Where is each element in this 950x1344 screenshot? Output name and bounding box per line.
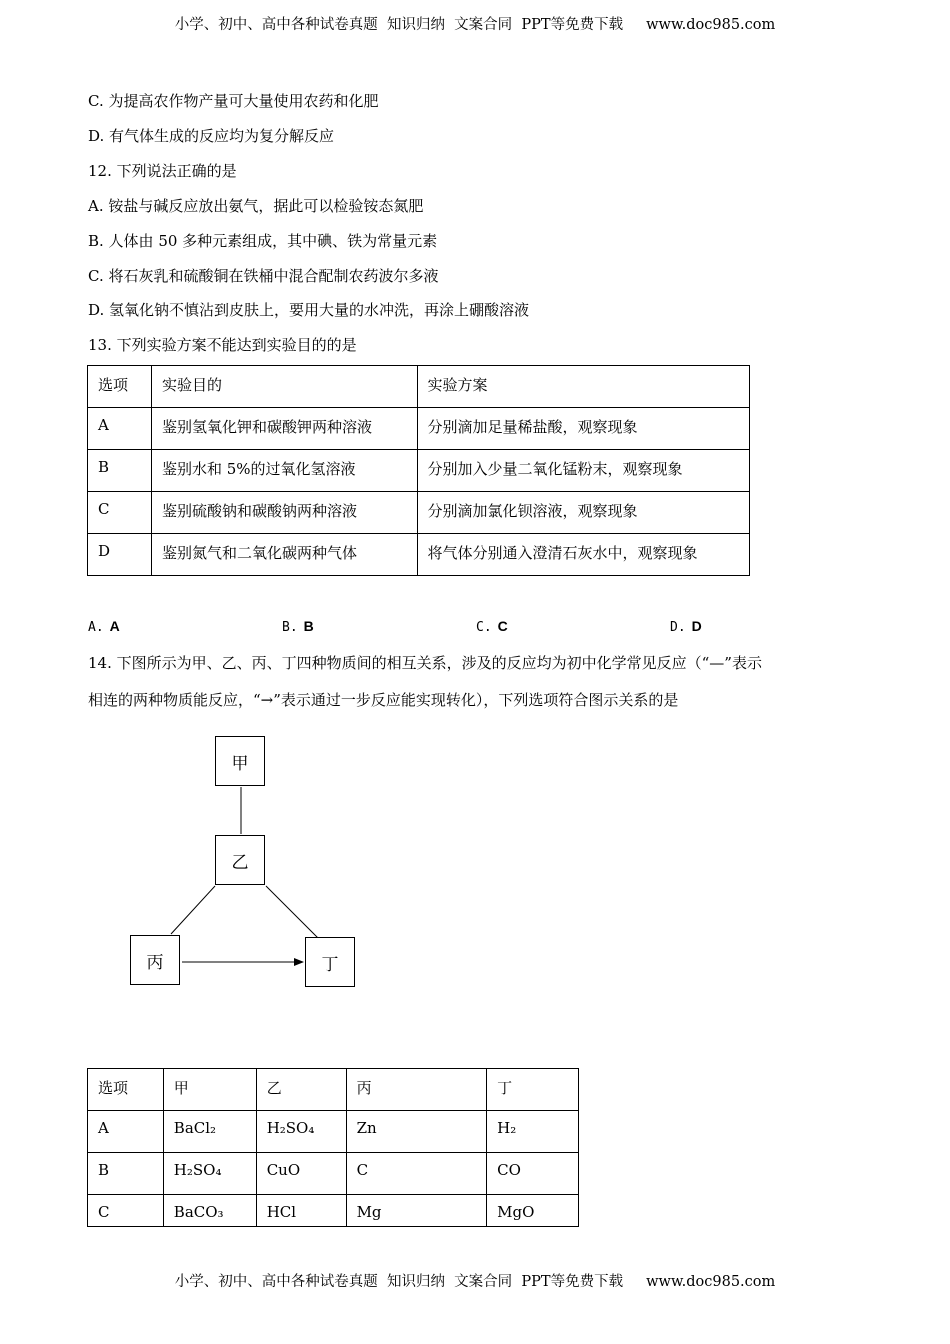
page-footer: 小学、初中、高中各种试卷真题 知识归纳 文案合同 PPT等免费下载 www.doc985.com <box>174 1274 776 1290</box>
table-cell: D <box>88 534 152 576</box>
choice-key: A. <box>88 620 104 635</box>
q11-option-d: D. 有气体生成的反应均为复分解反应 <box>88 127 335 145</box>
line-yi-ding <box>266 886 318 938</box>
q12-option-c: C. 将石灰乳和硫酸铜在铁桶中混合配制农药波尔多液 <box>88 267 439 285</box>
table-cell: B <box>88 450 152 492</box>
header-cell: 丙 <box>346 1069 487 1111</box>
table-cell: H₂ <box>487 1111 579 1153</box>
table-cell: 鉴别氢氧化钾和碳酸钾两种溶液 <box>151 408 417 450</box>
table-header-row <box>88 1069 579 1111</box>
table-cell: 分别滴加足量稀盐酸，观察现象 <box>417 408 749 450</box>
table-cell: 分别加入少量二氧化锰粉末，观察现象 <box>417 450 749 492</box>
choice-key: D. <box>670 620 686 635</box>
node-bing: 丙 <box>130 935 180 985</box>
table-cell: H₂SO₄ <box>163 1153 256 1195</box>
q12-stem: 12. 下列说法正确的是 <box>88 162 237 180</box>
header-cell: 实验方案 <box>417 366 749 408</box>
line-yi-bing <box>171 886 215 934</box>
header-cell: 选项 <box>88 366 152 408</box>
table-cell: B <box>88 1153 164 1195</box>
choice-value: D <box>691 618 702 634</box>
table-row <box>88 1153 579 1195</box>
node-ding: 丁 <box>305 937 355 987</box>
table-cell: C <box>88 492 152 534</box>
table-row <box>88 1111 579 1153</box>
table-cell: CuO <box>256 1153 346 1195</box>
table-cell: 鉴别氮气和二氧化碳两种气体 <box>151 534 417 576</box>
page-header: 小学、初中、高中各种试卷真题 知识归纳 文案合同 PPT等免费下载 www.doc985.com <box>174 17 776 33</box>
choice-value: A <box>109 618 120 634</box>
header-cell: 甲 <box>163 1069 256 1111</box>
q12-option-b: B. 人体由 50 多种元素组成，其中碘、铁为常量元素 <box>88 232 438 250</box>
q14-stem-line1: 14. 下图所示为甲、乙、丙、丁四种物质间的相互关系，涉及的反应均为初中化学常见反应（“—”表示 <box>88 654 762 672</box>
table-cell: MgO <box>487 1195 579 1227</box>
table-cell: C <box>88 1195 164 1227</box>
table-cell: C <box>346 1153 487 1195</box>
table-cell: 鉴别硫酸钠和碳酸钠两种溶液 <box>151 492 417 534</box>
q13-stem: 13. 下列实验方案不能达到实验目的的是 <box>88 336 357 354</box>
table-cell: HCl <box>256 1195 346 1227</box>
header-cell: 丁 <box>487 1069 579 1111</box>
choice-value: C <box>497 618 508 634</box>
table-cell: BaCO₃ <box>163 1195 256 1227</box>
q14-table <box>87 1068 579 1227</box>
q12-option-a: A. 铵盐与碱反应放出氨气，据此可以检验铵态氮肥 <box>88 197 424 215</box>
choice-key: C. <box>476 620 492 635</box>
q14-stem-line2: 相连的两种物质能反应，“→”表示通过一步反应能实现转化），下列选项符合图示关系的是 <box>88 691 679 709</box>
table-cell: A <box>88 408 152 450</box>
table-cell: BaCl₂ <box>163 1111 256 1153</box>
q11-option-c: C. 为提高农作物产量可大量使用农药和化肥 <box>88 92 379 110</box>
table-cell: Mg <box>346 1195 487 1227</box>
table-cell: CO <box>487 1153 579 1195</box>
table-cell: 鉴别水和 5%的过氧化氢溶液 <box>151 450 417 492</box>
header-cell: 实验目的 <box>151 366 417 408</box>
header-cell: 选项 <box>88 1069 164 1111</box>
choice-key: B. <box>282 620 298 635</box>
node-jia: 甲 <box>215 736 265 786</box>
node-yi: 乙 <box>215 835 265 885</box>
table-cell: H₂SO₄ <box>256 1111 346 1153</box>
choice-value: B <box>303 618 314 634</box>
q12-option-d: D. 氢氧化钠不慎沾到皮肤上，要用大量的水冲洗，再涂上硼酸溶液 <box>88 301 530 319</box>
table-row <box>88 1195 579 1227</box>
table-cell: 将气体分别通入澄清石灰水中，观察现象 <box>417 534 749 576</box>
table-cell: A <box>88 1111 164 1153</box>
header-cell: 乙 <box>256 1069 346 1111</box>
table-cell: Zn <box>346 1111 487 1153</box>
table-cell: 分别滴加氯化钡溶液，观察现象 <box>417 492 749 534</box>
